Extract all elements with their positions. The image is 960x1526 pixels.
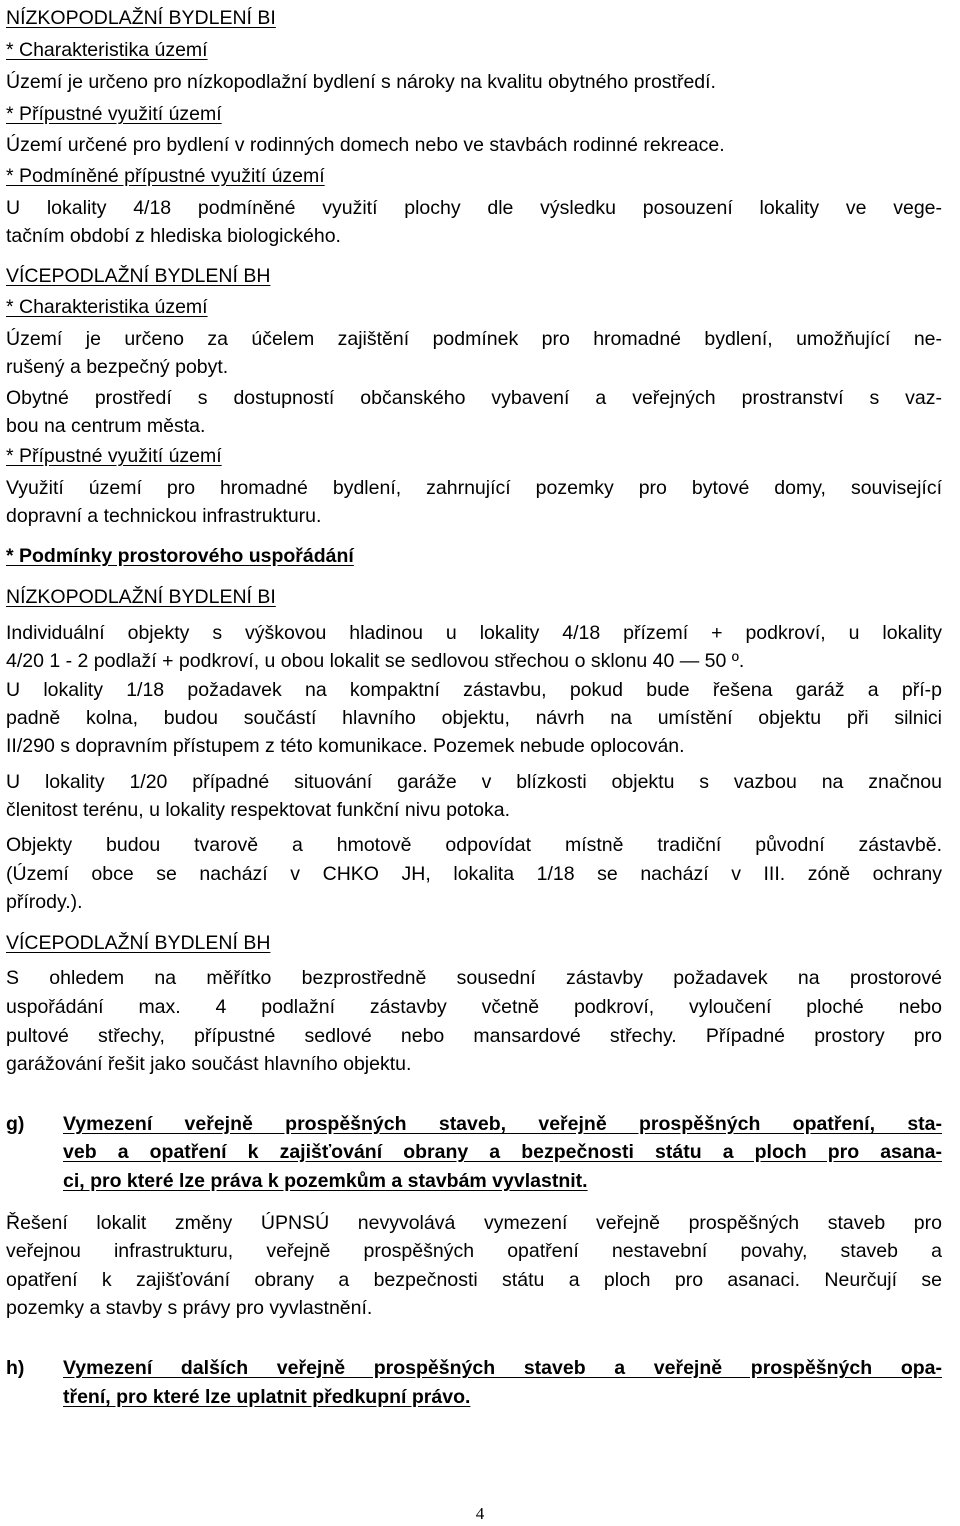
section-heading-line: veb a opatření k zajišťování obrany a bezpečnosti státu a ploch pro asana- <box>63 1141 942 1163</box>
text-line: bou na centrum města. <box>6 415 206 437</box>
text-line: U lokality 4/18 podmíněné využití plochy dle výsledku posouzení lokality ve vege- <box>6 197 942 219</box>
heading-line: * Charakteristika území <box>6 39 208 61</box>
text-line: přírody.). <box>6 891 83 913</box>
text-line: Řešení lokalit změny ÚPNSÚ nevyvolává vymezení veřejně prospěšných staveb pro <box>6 1212 942 1234</box>
text-line: Individuální objekty s výškovou hladinou u lokality 4/18 přízemí + podkroví, u lokality <box>6 622 942 644</box>
page-number: 4 <box>475 1504 485 1523</box>
section-heading-line: tření, pro které lze uplatnit předkupní právo. <box>63 1386 471 1408</box>
section-heading-line: Vymezení dalších veřejně prospěšných staveb a veřejně prospěšných opa- <box>63 1357 942 1379</box>
section-label: g) <box>6 1113 25 1135</box>
text-line: uspořádání max. 4 podlažní zástavby včetně podkroví, vyloučení ploché nebo <box>6 996 942 1018</box>
text-line: pozemky a stavby s právy pro vyvlastnění. <box>6 1297 373 1319</box>
text-line: Objekty budou tvarově a hmotově odpovídat místně tradiční původní zástavbě. <box>6 834 942 856</box>
text-line: Území je určeno za účelem zajištění podmínek pro hromadné bydlení, umožňující ne- <box>6 328 942 350</box>
section-heading-line: ci, pro které lze práva k pozemkům a stavbám vyvlastnit. <box>63 1170 588 1192</box>
text-line: U lokality 1/18 požadavek na kompaktní zástavbu, pokud bude řešena garáž a pří-p <box>6 679 942 701</box>
heading-line: * Podmíněné přípustné využití území <box>6 165 325 187</box>
text-line: Území určené pro bydlení v rodinných domech nebo ve stavbách rodinné rekreace. <box>6 134 725 156</box>
section-heading-line: Vymezení veřejně prospěšných staveb, veřejně prospěšných opatření, sta- <box>63 1113 942 1135</box>
heading-line: * Přípustné využití území <box>6 445 222 467</box>
heading-line: * Charakteristika území <box>6 296 208 318</box>
heading-line: VÍCEPODLAŽNÍ BYDLENÍ BH <box>6 932 271 954</box>
text-line: II/290 s dopravním přístupem z této komunikace. Pozemek nebude oplocován. <box>6 735 685 757</box>
text-line: členitost terénu, u lokality respektovat funkční nivu potoka. <box>6 799 511 821</box>
heading-line: VÍCEPODLAŽNÍ BYDLENÍ BH <box>6 265 271 287</box>
text-line: Území je určeno pro nízkopodlažní bydlení s nároky na kvalitu obytného prostředí. <box>6 71 716 93</box>
text-line: garážování řešit jako součást hlavního objektu. <box>6 1053 412 1075</box>
text-line: 4/20 1 - 2 podlaží + podkroví, u obou lokalit se sedlovou střechou o sklonu 40 — 50 º. <box>6 650 745 672</box>
heading-line: NÍZKOPODLAŽNÍ BYDLENÍ BI <box>6 7 276 29</box>
text-line: tačním období z hlediska biologického. <box>6 225 341 247</box>
text-line: S ohledem na měřítko bezprostředně sousední zástavby požadavek na prostorové <box>6 967 942 989</box>
text-line: U lokality 1/20 případné situování garáže v blízkosti objektu s vazbou na značnou <box>6 771 942 793</box>
text-line: pultové střechy, přípustné sedlové nebo mansardové střechy. Případné prostory pro <box>6 1025 942 1047</box>
text-line: (Území obce se nachází v CHKO JH, lokalita 1/18 se nachází v III. zóně ochrany <box>6 863 942 885</box>
text-line: veřejnou infrastrukturu, veřejně prospěšných opatření nestavební povahy, staveb a <box>6 1240 942 1262</box>
text-line: opatření k zajišťování obrany a bezpečnosti státu a ploch pro asanaci. Neurčují se <box>6 1269 942 1291</box>
text-line: dopravní a technickou infrastrukturu. <box>6 505 322 527</box>
section-label: h) <box>6 1357 25 1379</box>
text-line: rušený a bezpečný pobyt. <box>6 356 229 378</box>
heading-line: NÍZKOPODLAŽNÍ BYDLENÍ BI <box>6 586 276 608</box>
text-line: Obytné prostředí s dostupností občanského vybavení a veřejných prostranství s vaz- <box>6 387 942 409</box>
heading-line: * Podmínky prostorového uspořádání <box>6 545 354 567</box>
text-line: padně kolna, budou součástí hlavního objektu, návrh na umístění objektu při silnici <box>6 707 942 729</box>
heading-line: * Přípustné využití území <box>6 103 222 125</box>
text-line: Využití území pro hromadné bydlení, zahrnující pozemky pro bytové domy, související <box>6 477 942 499</box>
